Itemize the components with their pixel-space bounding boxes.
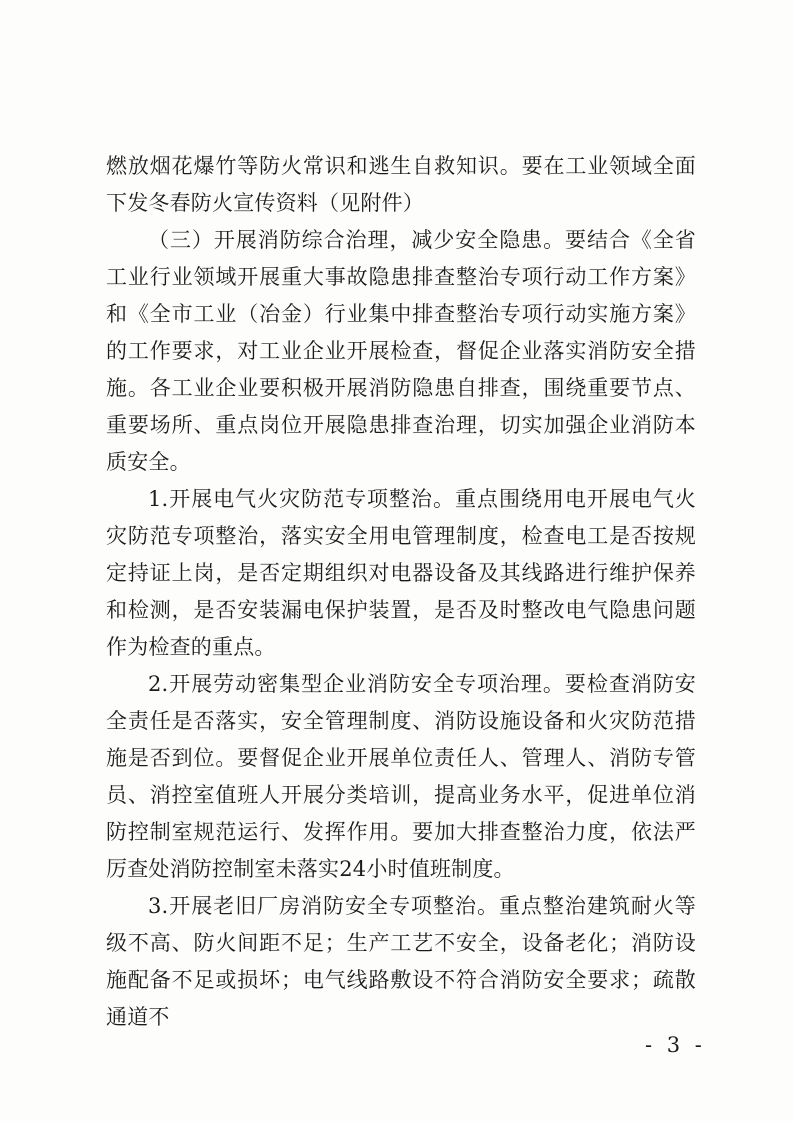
paragraph-item-1-electrical-fire: 1.开展电气火灾防范专项整治。重点围绕用电开展电气火灾防范专项整治，落实安全用电管理制度，检查电工是否按规定持证上岗，是否定期组织对电器设备及其线路进行维护保养和检测，是否安装漏电保护装置，是否及时整改电气隐患问题作为检查的重点。 — [106, 487, 696, 659]
paragraph-item-2-labor-intensive: 2.开展劳动密集型企业消防安全专项治理。要检查消防安全责任是否落实，安全管理制度、消防设施设备和火灾防范措施是否到位。要督促企业开展单位责任人、管理人、消防专管员、消控室值班人开展分类培训，提高业务水平，促进单位消防控制室规范运行、发挥作用。要加大排查整治力度，依法严厉查处消防控制室未落实24小时值班制度。 — [106, 672, 696, 881]
document-body — [106, 148, 696, 1036]
paragraph-item-3-old-factory: 3.开展老旧厂房消防安全专项整治。重点整治建筑耐火等级不高、防火间距不足；生产工艺不安全，设备老化；消防设施配备不足或损坏；电气线路敷设不符合消防安全要求；疏散通道不 — [106, 894, 696, 1029]
paragraph-continuation: 燃放烟花爆竹等防火常识和逃生自救知识。要在工业领域全面下发冬春防火宣传资料（见附件） — [106, 154, 696, 215]
page-number: - 3 - — [645, 1033, 706, 1057]
paragraph-section-three: （三）开展消防综合治理，减少安全隐患。要结合《全省工业行业领域开展重大事故隐患排查整治专项行动工作方案》和《全市工业（冶金）行业集中排查整治专项行动实施方案》的工作要求，对工业企业开展检查，督促企业落实消防安全措施。各工业企业要积极开展消防隐患自排查，围绕重要节点、重要场所、重点岗位开展隐患排查治理，切实加强企业消防本质安全。 — [106, 228, 696, 474]
